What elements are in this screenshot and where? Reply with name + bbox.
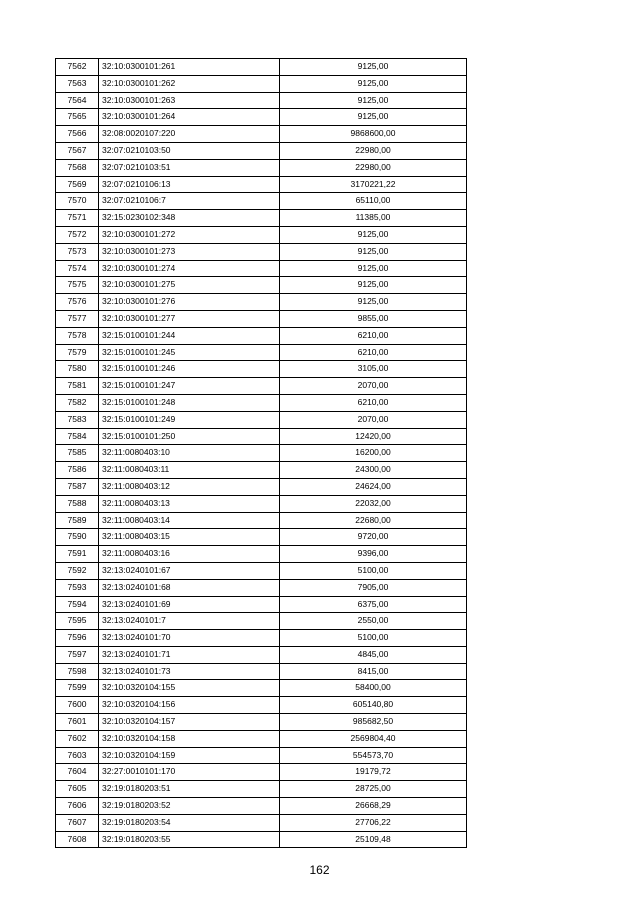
table-row xyxy=(56,142,467,159)
value-cell: 9125,00 xyxy=(280,75,467,92)
cadastral-number-cell: 32:15:0100101:247 xyxy=(99,378,280,395)
row-number-cell: 7579 xyxy=(56,344,99,361)
cadastral-number-cell: 32:15:0100101:244 xyxy=(99,327,280,344)
row-number-cell: 7565 xyxy=(56,109,99,126)
value-cell: 2070,00 xyxy=(280,378,467,395)
value-cell: 16200,00 xyxy=(280,445,467,462)
row-number-cell: 7605 xyxy=(56,781,99,798)
cadastral-value-table xyxy=(55,58,467,848)
value-cell: 28725,00 xyxy=(280,781,467,798)
row-number-cell: 7604 xyxy=(56,764,99,781)
cadastral-number-cell: 32:10:0320104:155 xyxy=(99,680,280,697)
row-number-cell: 7581 xyxy=(56,378,99,395)
row-number-cell: 7572 xyxy=(56,226,99,243)
row-number-cell: 7586 xyxy=(56,462,99,479)
row-number-cell: 7585 xyxy=(56,445,99,462)
row-number-cell: 7601 xyxy=(56,714,99,731)
row-number-cell: 7588 xyxy=(56,495,99,512)
row-number-cell: 7593 xyxy=(56,579,99,596)
table-row xyxy=(56,663,467,680)
row-number-cell: 7602 xyxy=(56,730,99,747)
row-number-cell: 7608 xyxy=(56,831,99,848)
cadastral-number-cell: 32:10:0300101:262 xyxy=(99,75,280,92)
cadastral-number-cell: 32:07:0210103:50 xyxy=(99,142,280,159)
row-number-cell: 7583 xyxy=(56,411,99,428)
cadastral-number-cell: 32:10:0320104:156 xyxy=(99,697,280,714)
row-number-cell: 7570 xyxy=(56,193,99,210)
value-cell: 9125,00 xyxy=(280,109,467,126)
table-row xyxy=(56,764,467,781)
cadastral-number-cell: 32:10:0300101:273 xyxy=(99,243,280,260)
table-row xyxy=(56,193,467,210)
cadastral-number-cell: 32:11:0080403:11 xyxy=(99,462,280,479)
value-cell: 9125,00 xyxy=(280,294,467,311)
cadastral-number-cell: 32:15:0100101:249 xyxy=(99,411,280,428)
cadastral-number-cell: 32:11:0080403:16 xyxy=(99,546,280,563)
table-row xyxy=(56,462,467,479)
value-cell: 25109,48 xyxy=(280,831,467,848)
table-row xyxy=(56,798,467,815)
cadastral-number-cell: 32:19:0180203:54 xyxy=(99,814,280,831)
cadastral-number-cell: 32:10:0300101:274 xyxy=(99,260,280,277)
value-cell: 65110,00 xyxy=(280,193,467,210)
table-row xyxy=(56,831,467,848)
table-row xyxy=(56,680,467,697)
cadastral-number-cell: 32:07:0210106:13 xyxy=(99,176,280,193)
row-number-cell: 7563 xyxy=(56,75,99,92)
value-cell: 9125,00 xyxy=(280,226,467,243)
table-row xyxy=(56,277,467,294)
row-number-cell: 7568 xyxy=(56,159,99,176)
table-row xyxy=(56,92,467,109)
table-row xyxy=(56,714,467,731)
value-cell: 7905,00 xyxy=(280,579,467,596)
cadastral-number-cell: 32:10:0300101:275 xyxy=(99,277,280,294)
value-cell: 9855,00 xyxy=(280,310,467,327)
cadastral-number-cell: 32:13:0240101:69 xyxy=(99,596,280,613)
table-row xyxy=(56,445,467,462)
row-number-cell: 7564 xyxy=(56,92,99,109)
value-cell: 11385,00 xyxy=(280,210,467,227)
row-number-cell: 7598 xyxy=(56,663,99,680)
value-cell: 9720,00 xyxy=(280,529,467,546)
row-number-cell: 7567 xyxy=(56,142,99,159)
table-row xyxy=(56,378,467,395)
table-row xyxy=(56,260,467,277)
table-row xyxy=(56,579,467,596)
table-row xyxy=(56,226,467,243)
page-number: 162 xyxy=(309,863,330,877)
row-number-cell: 7589 xyxy=(56,512,99,529)
table-row xyxy=(56,646,467,663)
cadastral-number-cell: 32:10:0320104:158 xyxy=(99,730,280,747)
row-number-cell: 7606 xyxy=(56,798,99,815)
row-number-cell: 7578 xyxy=(56,327,99,344)
cadastral-number-cell: 32:13:0240101:67 xyxy=(99,562,280,579)
row-number-cell: 7580 xyxy=(56,361,99,378)
cadastral-number-cell: 32:13:0240101:68 xyxy=(99,579,280,596)
row-number-cell: 7587 xyxy=(56,478,99,495)
value-cell: 26668,29 xyxy=(280,798,467,815)
table-row xyxy=(56,529,467,546)
value-cell: 9396,00 xyxy=(280,546,467,563)
cadastral-number-cell: 32:27:0010101:170 xyxy=(99,764,280,781)
cadastral-number-cell: 32:19:0180203:51 xyxy=(99,781,280,798)
row-number-cell: 7599 xyxy=(56,680,99,697)
table-row xyxy=(56,428,467,445)
table-row xyxy=(56,126,467,143)
row-number-cell: 7575 xyxy=(56,277,99,294)
table-row xyxy=(56,495,467,512)
cadastral-number-cell: 32:15:0100101:250 xyxy=(99,428,280,445)
value-cell: 24624,00 xyxy=(280,478,467,495)
value-cell: 2070,00 xyxy=(280,411,467,428)
table-row xyxy=(56,747,467,764)
value-cell: 9125,00 xyxy=(280,92,467,109)
table-row xyxy=(56,596,467,613)
value-cell: 6375,00 xyxy=(280,596,467,613)
row-number-cell: 7607 xyxy=(56,814,99,831)
table-row xyxy=(56,294,467,311)
cadastral-number-cell: 32:08:0020107:220 xyxy=(99,126,280,143)
row-number-cell: 7577 xyxy=(56,310,99,327)
cadastral-number-cell: 32:15:0100101:246 xyxy=(99,361,280,378)
table-row xyxy=(56,562,467,579)
table-row xyxy=(56,512,467,529)
value-cell: 6210,00 xyxy=(280,344,467,361)
cadastral-number-cell: 32:11:0080403:12 xyxy=(99,478,280,495)
value-cell: 9125,00 xyxy=(280,277,467,294)
row-number-cell: 7592 xyxy=(56,562,99,579)
row-number-cell: 7574 xyxy=(56,260,99,277)
cadastral-number-cell: 32:15:0100101:245 xyxy=(99,344,280,361)
value-cell: 2550,00 xyxy=(280,613,467,630)
row-number-cell: 7596 xyxy=(56,630,99,647)
row-number-cell: 7573 xyxy=(56,243,99,260)
value-cell: 8415,00 xyxy=(280,663,467,680)
cadastral-number-cell: 32:07:0210103:51 xyxy=(99,159,280,176)
cadastral-number-cell: 32:10:0300101:277 xyxy=(99,310,280,327)
value-cell: 22680,00 xyxy=(280,512,467,529)
cadastral-number-cell: 32:15:0100101:248 xyxy=(99,394,280,411)
value-cell: 22980,00 xyxy=(280,159,467,176)
row-number-cell: 7562 xyxy=(56,59,99,76)
value-cell: 5100,00 xyxy=(280,630,467,647)
cadastral-number-cell: 32:10:0300101:261 xyxy=(99,59,280,76)
cadastral-number-cell: 32:11:0080403:14 xyxy=(99,512,280,529)
cadastral-number-cell: 32:07:0210106:7 xyxy=(99,193,280,210)
table-row xyxy=(56,814,467,831)
cadastral-number-cell: 32:10:0300101:272 xyxy=(99,226,280,243)
value-cell: 4845,00 xyxy=(280,646,467,663)
value-cell: 27706,22 xyxy=(280,814,467,831)
table-body xyxy=(56,59,467,848)
table-row xyxy=(56,243,467,260)
row-number-cell: 7600 xyxy=(56,697,99,714)
table-row xyxy=(56,730,467,747)
row-number-cell: 7566 xyxy=(56,126,99,143)
value-cell: 6210,00 xyxy=(280,394,467,411)
value-cell: 9125,00 xyxy=(280,59,467,76)
cadastral-number-cell: 32:10:0300101:263 xyxy=(99,92,280,109)
cadastral-number-cell: 32:11:0080403:10 xyxy=(99,445,280,462)
cadastral-number-cell: 32:19:0180203:52 xyxy=(99,798,280,815)
table-row xyxy=(56,59,467,76)
table-row xyxy=(56,478,467,495)
cadastral-number-cell: 32:11:0080403:15 xyxy=(99,529,280,546)
row-number-cell: 7603 xyxy=(56,747,99,764)
row-number-cell: 7591 xyxy=(56,546,99,563)
value-cell: 554573,70 xyxy=(280,747,467,764)
table-row xyxy=(56,210,467,227)
cadastral-number-cell: 32:10:0320104:159 xyxy=(99,747,280,764)
value-cell: 19179,72 xyxy=(280,764,467,781)
cadastral-number-cell: 32:10:0320104:157 xyxy=(99,714,280,731)
table-row xyxy=(56,613,467,630)
row-number-cell: 7597 xyxy=(56,646,99,663)
value-cell: 3105,00 xyxy=(280,361,467,378)
table-row xyxy=(56,361,467,378)
table-row xyxy=(56,411,467,428)
cadastral-number-cell: 32:19:0180203:55 xyxy=(99,831,280,848)
value-cell: 9125,00 xyxy=(280,260,467,277)
value-cell: 58400,00 xyxy=(280,680,467,697)
row-number-cell: 7584 xyxy=(56,428,99,445)
value-cell: 6210,00 xyxy=(280,327,467,344)
value-cell: 605140,80 xyxy=(280,697,467,714)
table-row xyxy=(56,159,467,176)
table-row xyxy=(56,394,467,411)
table-row xyxy=(56,781,467,798)
row-number-cell: 7594 xyxy=(56,596,99,613)
value-cell: 9125,00 xyxy=(280,243,467,260)
row-number-cell: 7576 xyxy=(56,294,99,311)
table-row xyxy=(56,176,467,193)
cadastral-number-cell: 32:13:0240101:70 xyxy=(99,630,280,647)
table-row xyxy=(56,310,467,327)
table-row xyxy=(56,75,467,92)
cadastral-number-cell: 32:11:0080403:13 xyxy=(99,495,280,512)
cadastral-number-cell: 32:13:0240101:73 xyxy=(99,663,280,680)
cadastral-number-cell: 32:10:0300101:264 xyxy=(99,109,280,126)
table-row xyxy=(56,344,467,361)
value-cell: 5100,00 xyxy=(280,562,467,579)
row-number-cell: 7582 xyxy=(56,394,99,411)
table-row xyxy=(56,630,467,647)
value-cell: 24300,00 xyxy=(280,462,467,479)
value-cell: 22032,00 xyxy=(280,495,467,512)
table-row xyxy=(56,327,467,344)
table-row xyxy=(56,546,467,563)
value-cell: 9868600,00 xyxy=(280,126,467,143)
value-cell: 12420,00 xyxy=(280,428,467,445)
row-number-cell: 7569 xyxy=(56,176,99,193)
cadastral-number-cell: 32:10:0300101:276 xyxy=(99,294,280,311)
cadastral-number-cell: 32:15:0230102:348 xyxy=(99,210,280,227)
value-cell: 22980,00 xyxy=(280,142,467,159)
cadastral-number-cell: 32:13:0240101:71 xyxy=(99,646,280,663)
table-row xyxy=(56,697,467,714)
row-number-cell: 7571 xyxy=(56,210,99,227)
value-cell: 985682,50 xyxy=(280,714,467,731)
row-number-cell: 7590 xyxy=(56,529,99,546)
table-row xyxy=(56,109,467,126)
row-number-cell: 7595 xyxy=(56,613,99,630)
value-cell: 3170221,22 xyxy=(280,176,467,193)
value-cell: 2569804,40 xyxy=(280,730,467,747)
cadastral-number-cell: 32:13:0240101:7 xyxy=(99,613,280,630)
